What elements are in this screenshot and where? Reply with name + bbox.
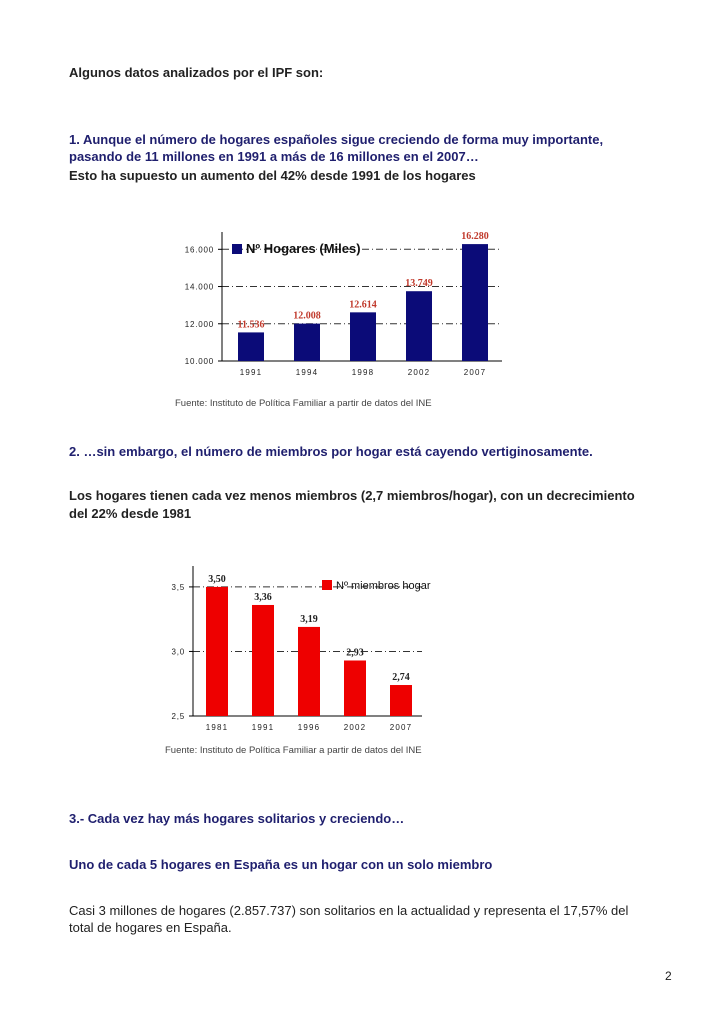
households-chart <box>185 231 502 377</box>
data-label: 11.536 <box>237 319 265 331</box>
y-tick-label: 12.000 <box>184 319 214 329</box>
section3-para-line1: Casi 3 millones de hogares (2.857.737) son solitarios en la actualidad y representa el 17,57% del <box>69 903 629 918</box>
data-label: 3,19 <box>300 613 318 625</box>
page-number: 2 <box>665 969 672 983</box>
bar <box>252 605 274 716</box>
x-tick-label: 1998 <box>351 368 375 377</box>
bar <box>344 660 366 716</box>
data-label: 12.008 <box>293 310 321 322</box>
data-label: 12.614 <box>349 299 377 311</box>
legend-label: Nº Hogares (Miles) <box>246 241 361 256</box>
bar <box>462 244 488 361</box>
section1-source: Fuente: Instituto de Política Familiar a partir de datos del INE <box>175 398 432 409</box>
data-label: 16.280 <box>461 231 489 243</box>
section1-heading-line2: pasando de 11 millones en 1991 a más de 16 millones en el 2007… <box>69 149 479 164</box>
data-label: 3,36 <box>254 591 272 603</box>
bar <box>238 332 264 361</box>
bar <box>406 291 432 361</box>
data-label: 3,50 <box>208 573 226 585</box>
data-label: 2,93 <box>346 647 364 659</box>
legend-swatch <box>322 580 332 590</box>
y-tick-label: 16.000 <box>184 245 214 255</box>
x-tick-label: 1996 <box>297 723 321 732</box>
bar <box>390 685 412 716</box>
x-tick-label: 1991 <box>251 723 275 732</box>
y-tick-label: 10.000 <box>184 357 214 366</box>
y-tick-label: 14.000 <box>184 282 214 292</box>
section2-para-line1: Los hogares tienen cada vez menos miembros (2,7 miembros/hogar), con un decrecimiento <box>69 488 635 503</box>
section3-heading: 3.- Cada vez hay más hogares solitarios y creciendo… <box>69 811 405 826</box>
section1-heading-line1: 1. Aunque el número de hogares españoles sigue creciendo de forma muy importante, <box>69 132 604 147</box>
y-tick-label: 3,0 <box>171 647 185 657</box>
section3-subheading: Uno de cada 5 hogares en España es un hogar con un solo miembro <box>69 857 493 872</box>
bar <box>350 312 376 361</box>
data-label: 13.749 <box>405 278 433 290</box>
section2-heading: 2. …sin embargo, el número de miembros por hogar está cayendo vertiginosamente. <box>69 444 593 459</box>
x-tick-label: 1991 <box>239 368 263 377</box>
bar <box>294 324 320 361</box>
bar <box>298 627 320 716</box>
bar <box>206 587 228 716</box>
x-tick-label: 2007 <box>389 723 413 732</box>
x-tick-label: 2007 <box>463 368 487 377</box>
data-label: 2,74 <box>392 672 410 684</box>
section2-source: Fuente: Instituto de Política Familiar a partir de datos del INE <box>165 745 422 756</box>
section3-para-line2: total de hogares en España. <box>69 920 232 935</box>
x-tick-label: 1981 <box>205 723 229 732</box>
intro-text: Algunos datos analizados por el IPF son: <box>69 65 324 80</box>
members-chart <box>171 566 430 732</box>
section1-subheading: Esto ha supuesto un aumento del 42% desde 1991 de los hogares <box>69 168 476 183</box>
x-tick-label: 2002 <box>407 368 431 377</box>
y-tick-label: 3,5 <box>171 582 185 592</box>
x-tick-label: 2002 <box>343 723 367 732</box>
legend-swatch <box>232 244 242 254</box>
legend-label: Nº miembros hogar <box>336 580 431 592</box>
section2-para-line2: del 22% desde 1981 <box>69 506 192 521</box>
y-tick-label: 2,5 <box>171 712 185 721</box>
x-tick-label: 1994 <box>295 368 319 377</box>
